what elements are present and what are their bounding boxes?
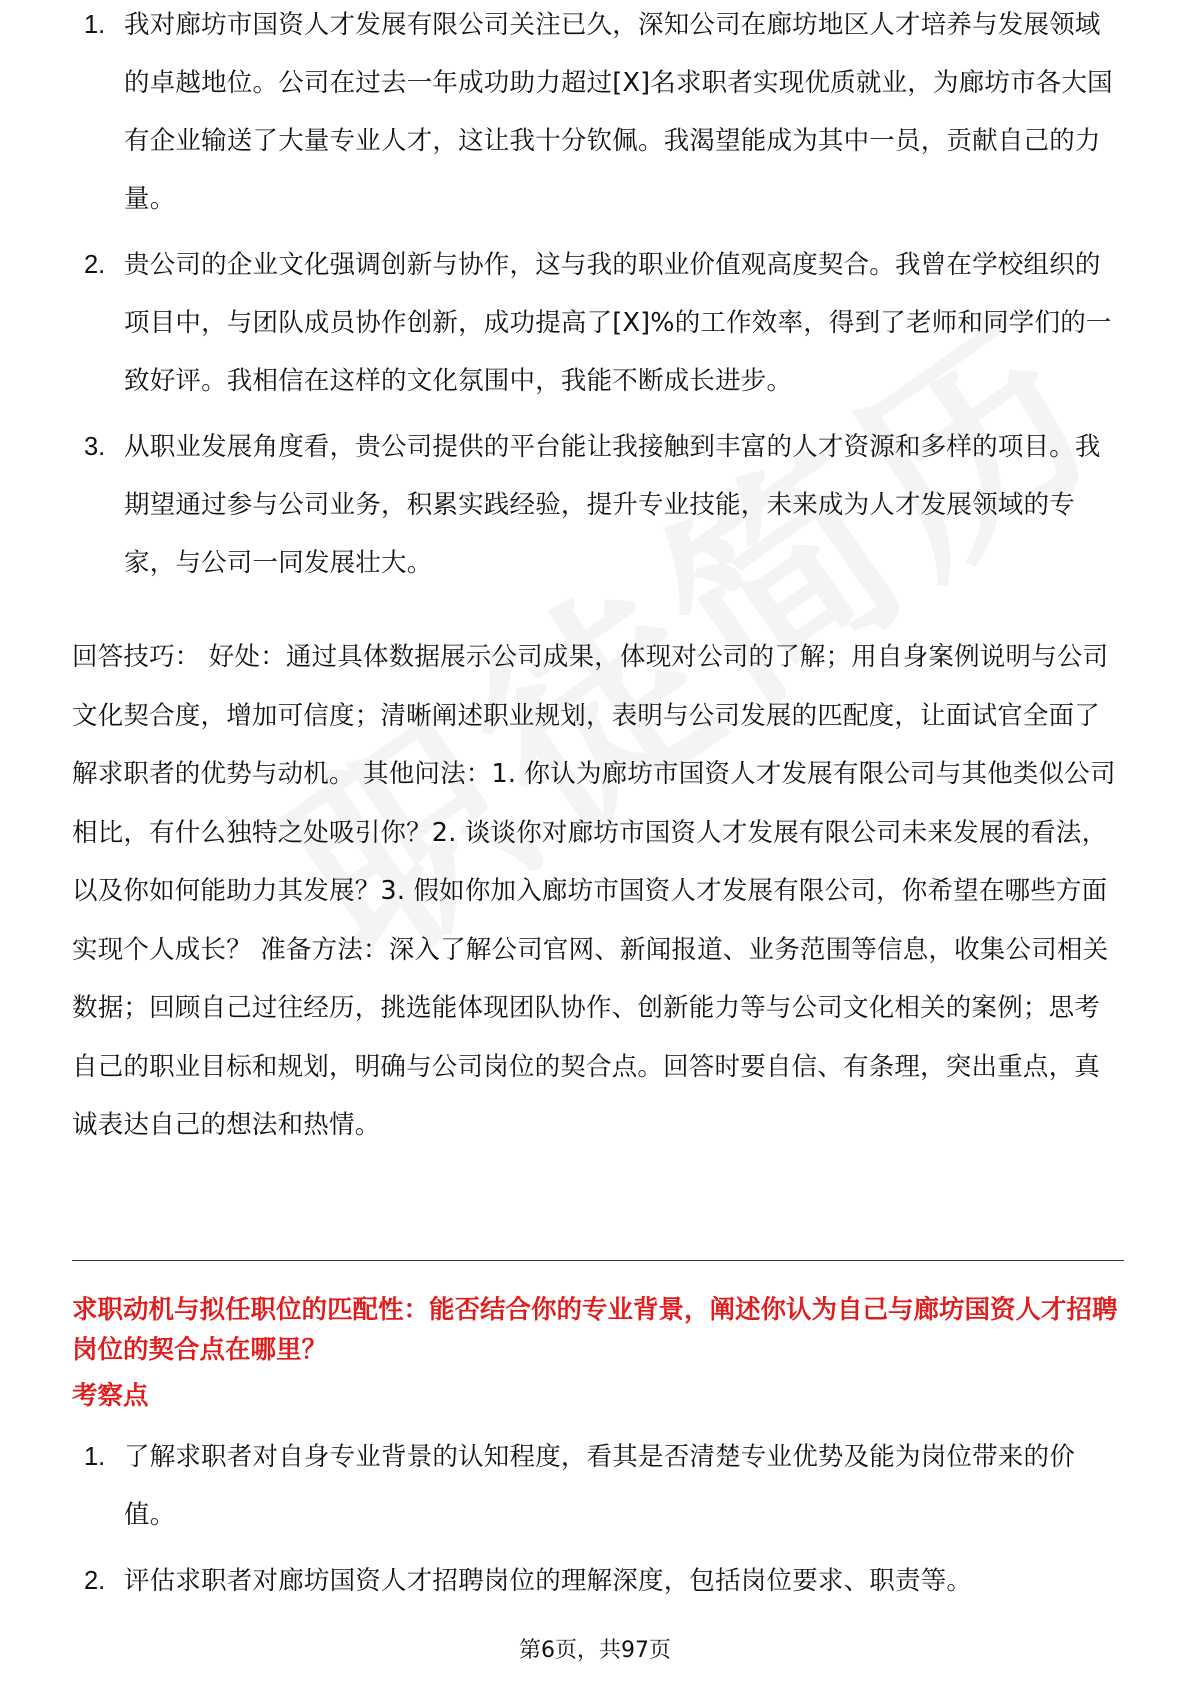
list-item-number: 3.: [84, 433, 106, 461]
list-item-number: 2.: [84, 251, 106, 279]
list-item-text: 我对廊坊市国资人才发展有限公司关注已久，深知公司在廊坊地区人才培养与发展领域的卓越地位。公司在过去一年成功助力超过[X]名求职者实现优质就业，为廊坊市各大国有企业输送了大量专业人才，这让我十分钦佩。我渴望能成为其中一员，贡献自己的力量。: [124, 10, 1113, 214]
list-item: [0, 236, 1124, 410]
list-item-number: 1.: [84, 1443, 106, 1471]
list-item-number: 2.: [84, 1567, 106, 1595]
page-number-footer: 第6页，共97页: [519, 1638, 671, 1663]
answer-list: [0, 10, 1124, 600]
list-item-text: 了解求职者对自身专业背景的认知程度，看其是否清楚专业优势及能为岗位带来的价值。: [124, 1442, 1075, 1530]
list-item-number: 1.: [84, 11, 106, 39]
answer-tips-paragraph: 回答技巧： 好处：通过具体数据展示公司成果，体现对公司的了解；用自身案例说明与公司文化契合度，增加可信度；清晰阐述职业规划，表明与公司发展的匹配度，让面试官全面了解求职者的优势与动机。 其他问法：1. 你认为廊坊市国资人才发展有限公司与其他类似公司相比，有什么独特之处吸引你？2. 谈谈你对廊坊市国资人才发展有限公司未来发展的看法，以及你如何能助力其发展？3. 假如你加入廊坊市国资人才发展有限公司，你希望在哪些方面实现个人成长？ 准备方法：深入了解公司官网、新闻报道、业务范围等信息，收集公司相关数据；回顾自己过往经历，挑选能体现团队协作、创新能力等与公司文化相关的案例；思考自己的职业目标和规划，明确与公司岗位的契合点。回答时要自信、有条理，突出重点，真诚表达自己的想法和热情。: [72, 642, 1116, 1140]
assessment-points-heading: 考察点: [72, 1381, 149, 1411]
list-item-text: 评估求职者对廊坊国资人才招聘岗位的理解深度，包括岗位要求、职责等。: [124, 1566, 973, 1596]
section-divider: [72, 1260, 1124, 1261]
question-heading: 求职动机与拟任职位的匹配性：能否结合你的专业背景，阐述你认为自己与廊坊国资人才招聘岗位的契合点在哪里？: [72, 1295, 1118, 1365]
list-item: [0, 0, 1124, 228]
list-item: [0, 1552, 1124, 1610]
list-item-text: 从职业发展角度看，贵公司提供的平台能让我接触到丰富的人才资源和多样的项目。我期望通过参与公司业务，积累实践经验，提升专业技能，未来成为人才发展领域的专家，与公司一同发展壮大。: [124, 432, 1101, 578]
list-item: [0, 1428, 1124, 1544]
list-item-text: 贵公司的企业文化强调创新与协作，这与我的职业价值观高度契合。我曾在学校组织的项目中，与团队成员协作创新，成功提高了[X]%的工作效率，得到了老师和同学们的一致好评。我相信在这样的文化氛围中，我能不断成长进步。: [124, 250, 1112, 396]
assessment-points-list: [0, 1428, 1124, 1618]
list-item: [0, 418, 1124, 592]
